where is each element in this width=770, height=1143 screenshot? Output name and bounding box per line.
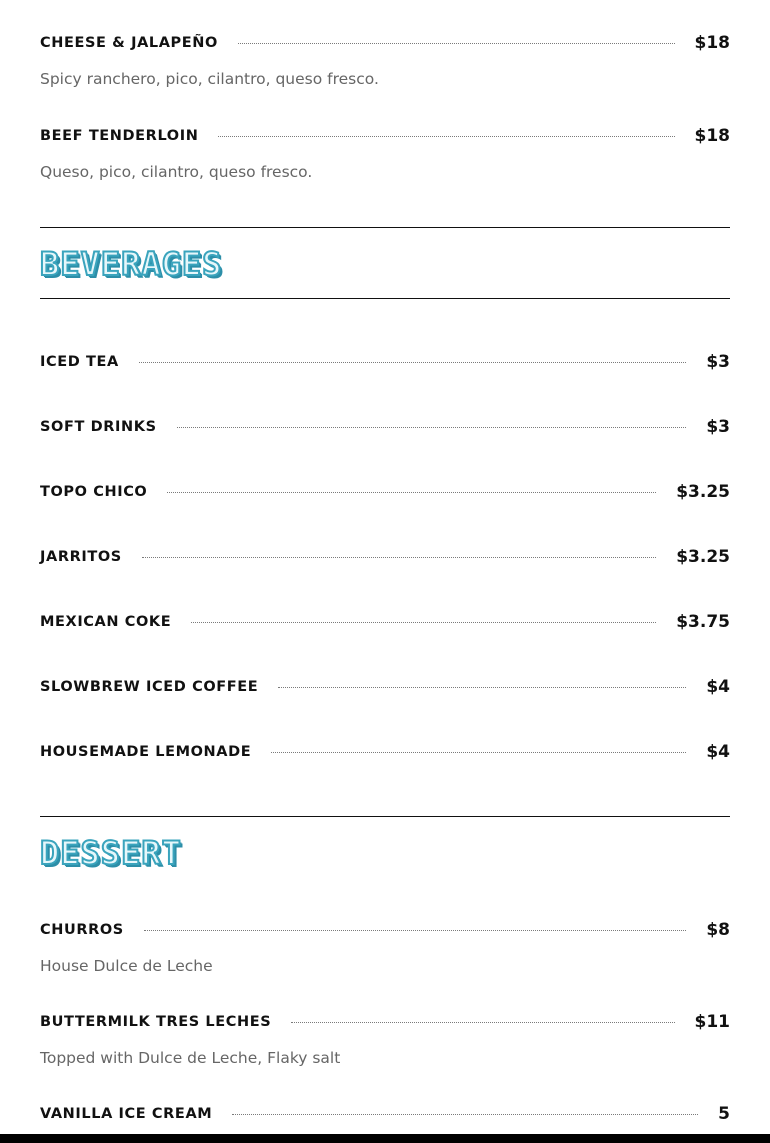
item-name: MEXICAN COKE xyxy=(40,614,172,630)
dot-leader xyxy=(144,930,686,931)
dot-leader xyxy=(238,43,675,44)
item-price: $3 xyxy=(706,417,730,437)
item-price: $3.25 xyxy=(676,482,730,502)
dot-leader xyxy=(177,427,687,428)
section-title-dessert: DESSERT xyxy=(40,834,182,872)
item-name: JARRITOS xyxy=(40,549,122,565)
section-divider xyxy=(40,227,730,228)
item-name: CHURROS xyxy=(40,922,124,938)
item-name: HOUSEMADE LEMONADE xyxy=(40,744,252,760)
item-name: BUTTERMILK TRES LECHES xyxy=(40,1014,272,1030)
item-price: $3.25 xyxy=(676,547,730,567)
item-price: $4 xyxy=(706,742,730,762)
item-description: Queso, pico, cilantro, queso fresco. xyxy=(40,163,313,181)
dot-leader xyxy=(271,752,686,753)
menu-item xyxy=(40,1012,730,1067)
dot-leader xyxy=(167,492,656,493)
section-divider xyxy=(40,298,730,299)
section-title-beverages: BEVERAGES xyxy=(40,245,223,283)
item-description: Topped with Dulce de Leche, Flaky salt xyxy=(40,1049,341,1067)
menu-item xyxy=(40,547,730,567)
item-name: VANILLA ICE CREAM xyxy=(40,1106,213,1122)
menu-item xyxy=(40,352,730,372)
dot-leader xyxy=(278,687,686,688)
item-price: $18 xyxy=(694,33,730,53)
item-price: $3 xyxy=(706,352,730,372)
menu-item xyxy=(40,126,730,181)
bottom-edge-bar xyxy=(0,1134,770,1143)
item-description: House Dulce de Leche xyxy=(40,957,213,975)
item-description: Spicy ranchero, pico, cilantro, queso fresco. xyxy=(40,70,379,88)
menu-item xyxy=(40,677,730,697)
item-price: $4 xyxy=(706,677,730,697)
menu-item xyxy=(40,742,730,762)
item-price: $18 xyxy=(694,126,730,146)
item-name: ICED TEA xyxy=(40,354,119,370)
dot-leader xyxy=(232,1114,698,1115)
menu-item xyxy=(40,612,730,632)
item-name: TOPO CHICO xyxy=(40,484,148,500)
menu-item xyxy=(40,1104,730,1124)
dot-leader xyxy=(291,1022,674,1023)
menu-item xyxy=(40,417,730,437)
dot-leader xyxy=(218,136,674,137)
item-name: CHEESE & JALAPEÑO xyxy=(40,35,218,51)
item-price: $11 xyxy=(694,1012,730,1032)
menu-item xyxy=(40,920,730,975)
item-price: 5 xyxy=(718,1104,730,1124)
dot-leader xyxy=(191,622,656,623)
menu-item xyxy=(40,482,730,502)
item-name: BEEF TENDERLOIN xyxy=(40,128,199,144)
item-price: $3.75 xyxy=(676,612,730,632)
dot-leader xyxy=(139,362,686,363)
item-price: $8 xyxy=(706,920,730,940)
dot-leader xyxy=(142,557,656,558)
item-name: SOFT DRINKS xyxy=(40,419,157,435)
menu-item xyxy=(40,33,730,88)
section-divider xyxy=(40,816,730,817)
item-name: SLOWBREW ICED COFFEE xyxy=(40,679,259,695)
